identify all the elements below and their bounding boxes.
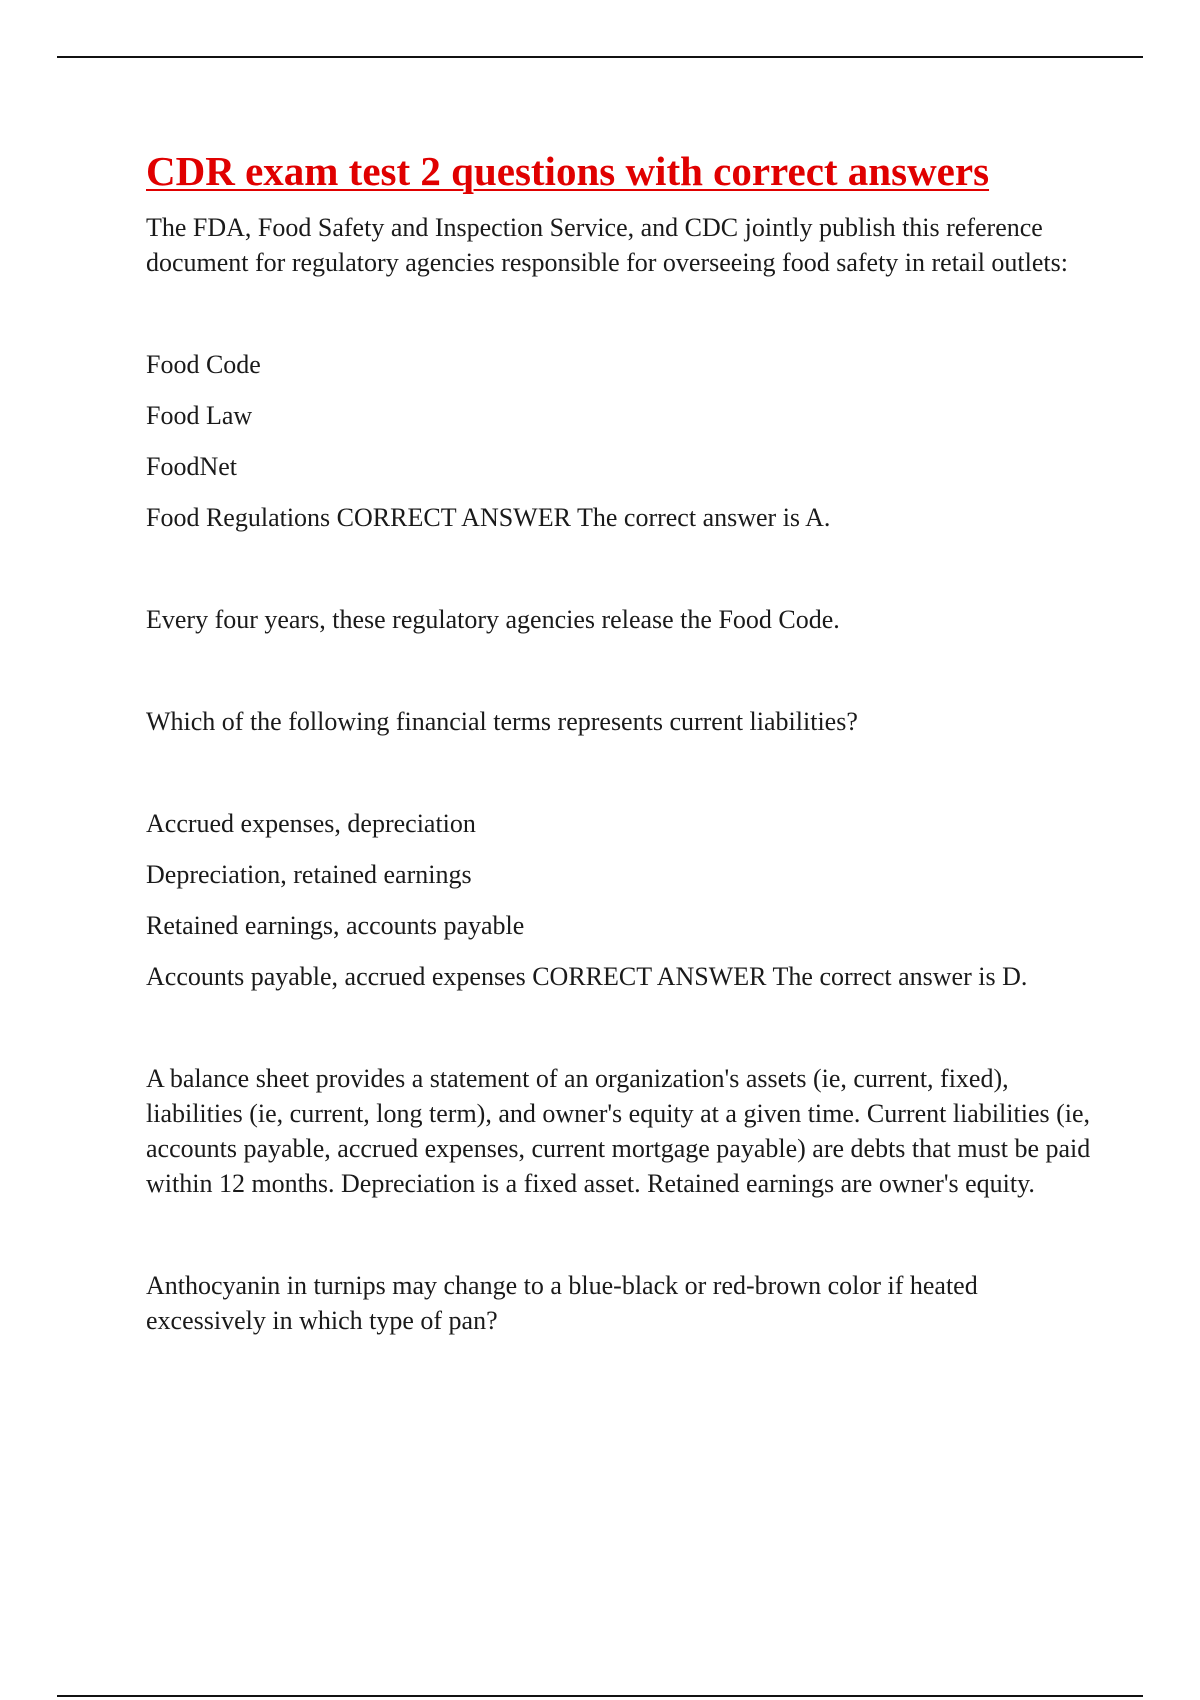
question-2-text: Which of the following financial terms represents current liabilities? xyxy=(146,707,858,736)
document-title: CDR exam test 2 questions with correct answers xyxy=(146,148,990,194)
question-1-option-d-answer: Food Regulations CORRECT ANSWER The correct answer is A. xyxy=(146,503,831,532)
question-3-text: Anthocyanin in turnips may change to a blue-black or red-brown color if heated excessively in which type of pan? xyxy=(146,1271,978,1335)
question-2-option-b: Depreciation, retained earnings xyxy=(146,860,472,889)
question-2-option-a: Accrued expenses, depreciation xyxy=(146,809,476,838)
question-2-option-c: Retained earnings, accounts payable xyxy=(146,911,525,940)
question-2-explanation: A balance sheet provides a statement of an organization's assets (ie, current, fixed), liabilities (ie, current, long term), and owner's equity at a given time. Current liabilities (ie, accounts payable, accrued expenses, current mortgage payable) are debts that must be paid within 12 months. Depreciation is a fixed asset. Retained earnings are owner's equity. xyxy=(146,1064,1091,1198)
question-1-text: The FDA, Food Safety and Inspection Service, and CDC jointly publish this reference document for regulatory agencies responsible for overseeing food safety in retail outlets: xyxy=(146,213,1068,277)
bottom-rule xyxy=(57,1695,1143,1697)
top-rule xyxy=(57,56,1143,58)
question-2-option-d-answer: Accounts payable, accrued expenses CORRECT ANSWER The correct answer is D. xyxy=(146,962,1028,991)
question-1-option-b: Food Law xyxy=(146,401,253,430)
document-body xyxy=(146,146,1096,1338)
question-1-explanation: Every four years, these regulatory agencies release the Food Code. xyxy=(146,605,840,634)
question-1-option-a: Food Code xyxy=(146,350,261,379)
question-1-option-c: FoodNet xyxy=(146,452,237,481)
